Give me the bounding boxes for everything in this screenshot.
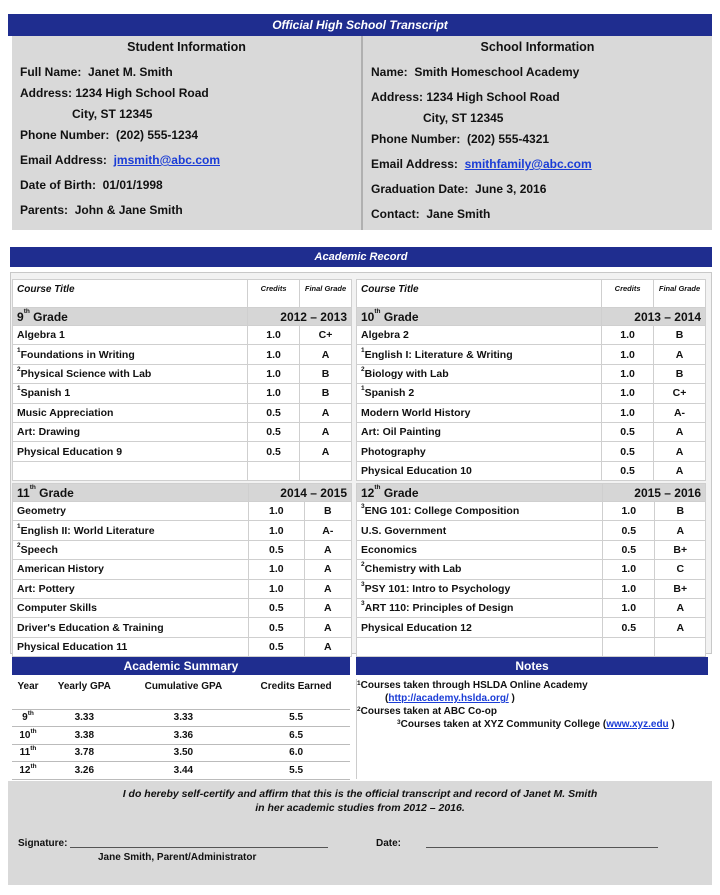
course-title: Art: Drawing (13, 422, 248, 441)
course-credits: 1.0 (602, 364, 654, 383)
summary-col-header: Year (12, 679, 44, 709)
notes-panel (356, 679, 708, 779)
grade-9-table (12, 279, 352, 481)
summary-col-header: Yearly GPA (44, 679, 125, 709)
course-credits: 1.0 (603, 502, 655, 521)
summary-year: 11th (12, 744, 44, 762)
xyz-link[interactable]: www.xyz.edu (606, 719, 669, 730)
course-title: Physical Education 9 (13, 442, 248, 461)
course-title: Algebra 1 (13, 326, 248, 345)
student-info-heading: Student Information (127, 40, 246, 54)
grade-heading-row (13, 484, 352, 502)
course-credits: 1.0 (602, 345, 654, 364)
grade-heading-row (357, 308, 706, 326)
course-final-grade (655, 637, 706, 656)
course-row (357, 598, 706, 617)
course-row (357, 579, 706, 598)
course-row (13, 345, 352, 364)
course-title: Art: Pottery (13, 579, 249, 598)
summary-col-header: Cumulative GPA (125, 679, 243, 709)
grade-11-table (12, 483, 352, 657)
student-parents: Parents: John & Jane Smith (20, 203, 183, 217)
info-panel (12, 36, 712, 230)
column-header-row (357, 280, 706, 308)
course-title: Physical Education 12 (357, 618, 603, 637)
summary-row (12, 762, 350, 780)
course-row (357, 403, 706, 422)
course-final-grade: A (654, 345, 706, 364)
date-line[interactable] (426, 847, 658, 848)
course-final-grade: C+ (300, 326, 352, 345)
summary-year: 10th (12, 727, 44, 745)
grade-years: 2013 – 2014 (602, 308, 706, 326)
summary-credits-earned: 5.5 (242, 709, 350, 727)
course-final-grade: A (304, 598, 351, 617)
course-title: $^2$Speech (13, 540, 249, 559)
course-row (357, 345, 706, 364)
summary-yearly-gpa: 3.26 (44, 762, 125, 780)
course-credits: 1.0 (249, 579, 305, 598)
student-dob: Date of Birth: 01/01/1998 (20, 178, 163, 192)
course-credits: 1.0 (603, 598, 655, 617)
course-credits: 1.0 (603, 560, 655, 579)
signer-name: Jane Smith, Parent/Administrator (98, 852, 257, 863)
school-contact: Contact: Jane Smith (371, 207, 491, 221)
course-final-grade (300, 461, 352, 480)
student-city: City, ST 12345 (72, 107, 153, 121)
grade-heading-row (357, 484, 706, 502)
transcript-title: Official High School Transcript (8, 14, 712, 36)
course-credits: 0.5 (602, 422, 654, 441)
student-name: Full Name: Janet M. Smith (20, 65, 173, 79)
course-title-header: Course Title (13, 280, 248, 308)
academic-summary-table (12, 679, 350, 780)
course-title: Photography (357, 442, 602, 461)
grade-12-table (356, 483, 706, 657)
course-final-grade: A (654, 422, 706, 441)
course-title: Algebra 2 (357, 326, 602, 345)
note-1-link-line: (http://academy.hslda.org/ ) (385, 693, 515, 704)
signature-line[interactable] (70, 847, 328, 848)
school-info-heading: School Information (480, 40, 595, 54)
signature-label: Signature: (18, 838, 68, 849)
note-1: $^1$Courses taken through HSLDA Online Academy (357, 680, 588, 691)
course-row (13, 521, 352, 540)
course-final-grade: B+ (655, 579, 706, 598)
course-title: U.S. Government (357, 521, 603, 540)
course-row (357, 560, 706, 579)
school-phone: Phone Number: (202) 555-4321 (371, 132, 550, 146)
grade-label: 12th Grade (357, 484, 603, 502)
course-title: American History (13, 560, 249, 579)
course-final-grade: A (654, 442, 706, 461)
course-credits: 0.5 (249, 598, 305, 617)
course-credits: 1.0 (602, 326, 654, 345)
course-credits: 1.0 (248, 384, 300, 403)
course-row (357, 461, 706, 480)
course-row (13, 560, 352, 579)
summary-yearly-gpa: 3.38 (44, 727, 125, 745)
final-grade-header: Final Grade (300, 280, 352, 308)
course-credits: 0.5 (249, 637, 305, 656)
course-final-grade: B (655, 502, 706, 521)
course-title: Physical Education 11 (13, 637, 249, 656)
note-2: $^2$Courses taken at ABC Co-op (357, 706, 497, 717)
summary-row (12, 744, 350, 762)
course-title: Physical Education 10 (357, 461, 602, 480)
course-title: $^1$English II: World Literature (13, 521, 249, 540)
course-final-grade: A (304, 579, 351, 598)
course-final-grade: A (300, 345, 352, 364)
summary-credits-earned: 6.5 (242, 727, 350, 745)
course-final-grade: B (300, 364, 352, 383)
summary-row (12, 709, 350, 727)
certification-statement: I do hereby self-certify and affirm that this is the official transcript and record of Janet M. Smith in her academic studies from 2012 – 2016. (122, 788, 598, 814)
summary-credits-earned: 5.5 (242, 762, 350, 780)
column-header-row (13, 280, 352, 308)
course-credits: 0.5 (603, 540, 655, 559)
course-title: Art: Oil Painting (357, 422, 602, 441)
course-credits: 0.5 (249, 540, 305, 559)
course-title: $^2$Chemistry with Lab (357, 560, 603, 579)
hslda-link[interactable]: http://academy.hslda.org/ (388, 693, 509, 704)
course-title: Music Appreciation (13, 403, 248, 422)
student-phone: Phone Number: (202) 555-1234 (20, 128, 199, 142)
school-name: Name: Smith Homeschool Academy (371, 65, 580, 79)
course-row (357, 618, 706, 637)
course-final-grade: C+ (654, 384, 706, 403)
academic-summary-heading: Academic Summary (12, 657, 350, 675)
course-credits: 1.0 (249, 560, 305, 579)
course-credits: 1.0 (249, 521, 305, 540)
course-row (357, 384, 706, 403)
course-row (357, 502, 706, 521)
course-final-grade: A (304, 637, 351, 656)
grade-label: 9th Grade (13, 308, 248, 326)
course-title: $^1$English I: Literature & Writing (357, 345, 602, 364)
course-final-grade: A (655, 598, 706, 617)
course-row (13, 579, 352, 598)
course-credits: 1.0 (602, 384, 654, 403)
course-row (357, 422, 706, 441)
school-city: City, ST 12345 (423, 111, 504, 125)
course-credits: 0.5 (248, 422, 300, 441)
course-final-grade: B (304, 502, 351, 521)
summary-yearly-gpa: 3.33 (44, 709, 125, 727)
academic-record-heading: Academic Record (10, 247, 712, 267)
grade-years: 2014 – 2015 (249, 484, 352, 502)
course-row (357, 521, 706, 540)
summary-col-header: Credits Earned (242, 679, 350, 709)
course-row (13, 326, 352, 345)
course-credits: 1.0 (602, 403, 654, 422)
course-credits: 0.5 (248, 442, 300, 461)
course-title-header: Course Title (357, 280, 602, 308)
course-credits: 1.0 (249, 502, 305, 521)
summary-credits-earned: 6.0 (242, 744, 350, 762)
grade-heading-row (13, 308, 352, 326)
course-final-grade: B (300, 384, 352, 403)
course-final-grade: A (655, 618, 706, 637)
note-3: $^3$Courses taken at XYZ Community College (www.xyz.edu ) (397, 719, 675, 730)
school-email-link[interactable]: smithfamily@abc.com (464, 157, 592, 171)
course-final-grade: A (654, 461, 706, 480)
course-row (13, 422, 352, 441)
grade-years: 2012 – 2013 (248, 308, 352, 326)
grade-10-table (356, 279, 706, 481)
course-row (13, 502, 352, 521)
school-info (363, 36, 712, 230)
course-row (13, 403, 352, 422)
course-final-grade: A (300, 442, 352, 461)
course-final-grade: A (304, 560, 351, 579)
course-credits: 1.0 (603, 579, 655, 598)
school-address: Address: 1234 High School Road (371, 90, 560, 104)
course-title: $^2$Biology with Lab (357, 364, 602, 383)
course-row (13, 598, 352, 617)
course-final-grade: B+ (655, 540, 706, 559)
course-final-grade: C (655, 560, 706, 579)
credits-header: Credits (602, 280, 654, 308)
course-title: $^2$Physical Science with Lab (13, 364, 248, 383)
summary-row (12, 727, 350, 745)
grade-years: 2015 – 2016 (603, 484, 706, 502)
course-credits: 0.5 (249, 618, 305, 637)
course-row (357, 442, 706, 461)
course-final-grade: A (655, 521, 706, 540)
course-title: Computer Skills (13, 598, 249, 617)
notes-heading: Notes (356, 657, 708, 675)
course-final-grade: A (304, 540, 351, 559)
course-row (13, 442, 352, 461)
summary-cumulative-gpa: 3.36 (125, 727, 243, 745)
course-title: Driver's Education & Training (13, 618, 249, 637)
course-title: $^3$ART 110: Principles of Design (357, 598, 603, 617)
student-info (12, 36, 363, 230)
date-label: Date: (376, 838, 402, 849)
course-credits: 1.0 (248, 326, 300, 345)
course-credits (603, 637, 655, 656)
course-title: Modern World History (357, 403, 602, 422)
course-row (13, 384, 352, 403)
course-credits: 1.0 (248, 364, 300, 383)
course-title (13, 461, 248, 480)
course-title: $^1$Spanish 1 (13, 384, 248, 403)
course-final-grade: B (654, 326, 706, 345)
summary-cumulative-gpa: 3.33 (125, 709, 243, 727)
course-final-grade: A (304, 618, 351, 637)
course-title: $^1$Foundations in Writing (13, 345, 248, 364)
summary-cumulative-gpa: 3.50 (125, 744, 243, 762)
course-credits: 0.5 (603, 521, 655, 540)
course-final-grade: A (300, 422, 352, 441)
student-email: Email Address: jmsmith@abc.com (20, 153, 220, 167)
summary-year: 12th (12, 762, 44, 780)
course-title (357, 637, 603, 656)
grade-label: 10th Grade (357, 308, 602, 326)
summary-header-row (12, 679, 350, 709)
certification-panel (8, 781, 712, 885)
grade-label: 11th Grade (13, 484, 249, 502)
student-email-link[interactable]: jmsmith@abc.com (113, 153, 220, 167)
course-credits: 1.0 (248, 345, 300, 364)
course-credits: 0.5 (248, 403, 300, 422)
school-email: Email Address: smithfamily@abc.com (371, 157, 592, 171)
credits-header: Credits (248, 280, 300, 308)
course-row (13, 461, 352, 480)
final-grade-header: Final Grade (654, 280, 706, 308)
course-row (357, 637, 706, 656)
course-title: $^3$ENG 101: College Composition (357, 502, 603, 521)
course-title: Geometry (13, 502, 249, 521)
summary-cumulative-gpa: 3.44 (125, 762, 243, 780)
course-row (357, 364, 706, 383)
course-credits: 0.5 (603, 618, 655, 637)
course-row (357, 326, 706, 345)
course-row (13, 618, 352, 637)
course-final-grade: B (654, 364, 706, 383)
summary-yearly-gpa: 3.78 (44, 744, 125, 762)
course-row (13, 540, 352, 559)
course-row (13, 637, 352, 656)
course-credits: 0.5 (602, 442, 654, 461)
course-final-grade: A- (654, 403, 706, 422)
summary-year: 9th (12, 709, 44, 727)
course-final-grade: A (300, 403, 352, 422)
graduation-date: Graduation Date: June 3, 2016 (371, 182, 547, 196)
course-row (13, 364, 352, 383)
course-final-grade: A- (304, 521, 351, 540)
course-credits: 0.5 (602, 461, 654, 480)
course-title: $^1$Spanish 2 (357, 384, 602, 403)
course-title: $^3$PSY 101: Intro to Psychology (357, 579, 603, 598)
course-row (357, 540, 706, 559)
course-title: Economics (357, 540, 603, 559)
student-address: Address: 1234 High School Road (20, 86, 209, 100)
course-credits (248, 461, 300, 480)
